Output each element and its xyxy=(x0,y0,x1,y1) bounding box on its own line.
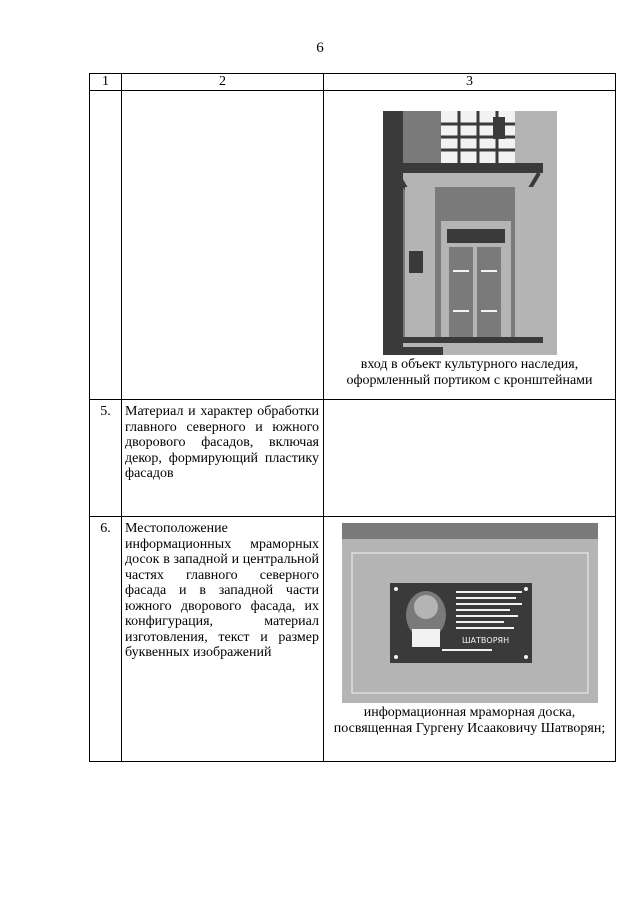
table-header-row xyxy=(90,74,616,91)
photo-cell xyxy=(324,91,616,400)
table-row xyxy=(90,400,616,517)
row-description xyxy=(122,517,324,762)
photo-cell xyxy=(324,517,616,762)
header-col-1: 1 xyxy=(90,74,122,91)
photo-caption: информационная мраморная доска, посвященная Гургену Исааковичу Шатворян; xyxy=(333,705,606,736)
row-description xyxy=(122,91,324,400)
photo-caption: вход в объект культурного наследия, оформленный портиком с кронштейнами xyxy=(346,357,593,388)
marble-plaque-photo xyxy=(342,523,598,703)
row-description xyxy=(122,400,324,517)
row-number xyxy=(90,91,122,400)
header-col-2: 2 xyxy=(122,74,324,91)
empty-cell xyxy=(324,400,616,517)
entrance-portico-photo xyxy=(383,111,557,355)
page-number: 6 xyxy=(316,40,324,56)
row-number: 5. xyxy=(90,400,122,517)
plaque-name-text: ШАТВОРЯН xyxy=(461,636,509,645)
row-description-text: Местоположение информационных мраморных досок в западной и центральной частях главного северного фасада и в западной части южного дворового фасада, их конфигурация, материал изготовления, текст и размер буквенных изображений xyxy=(125,521,319,660)
row-number: 6. xyxy=(90,517,122,762)
heritage-table xyxy=(89,73,616,762)
header-col-3: 3 xyxy=(324,74,616,91)
table-row xyxy=(90,517,616,762)
table-row xyxy=(90,91,616,400)
row-description-text: Материал и характер обработки главного северного и южного дворового фасадов, включая декор, формирующий пластику фасадов xyxy=(125,404,319,481)
